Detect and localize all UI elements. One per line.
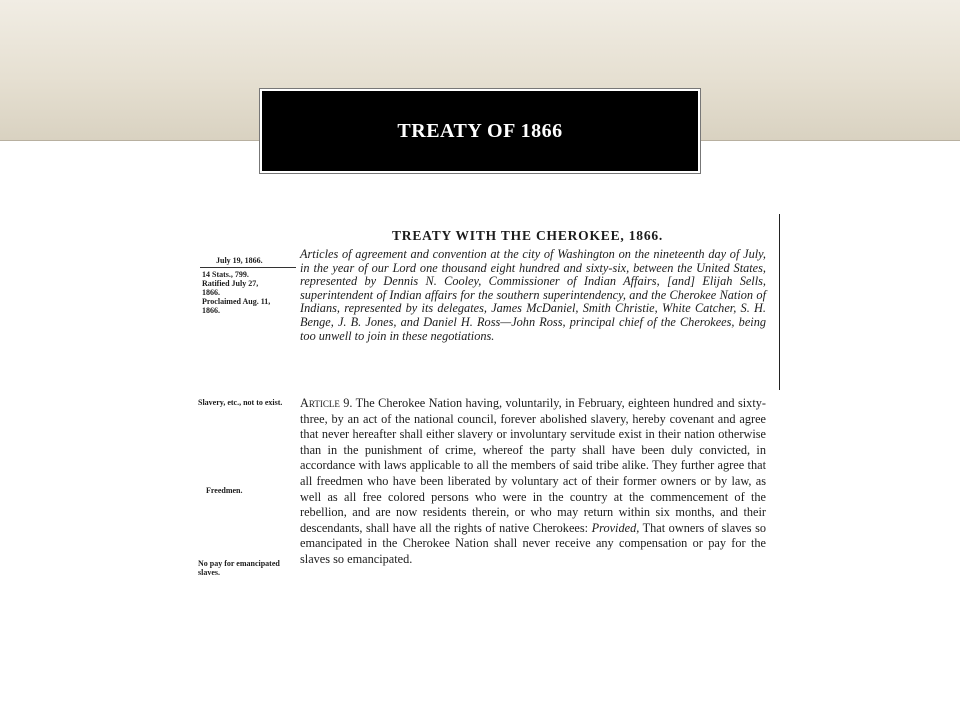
- margin-note-date: July 19, 1866.: [216, 256, 263, 265]
- margin-note-stats: [202, 270, 306, 315]
- stats-line: 1866.: [202, 288, 220, 297]
- treaty-heading: TREATY WITH THE CHEROKEE, 1866.: [392, 228, 664, 243]
- scan-edge-line: [779, 214, 780, 390]
- stats-line: 1866.: [202, 306, 220, 315]
- margin-rule: [200, 267, 296, 268]
- stats-line: Proclaimed Aug. 11,: [202, 297, 271, 306]
- stats-line: 14 Stats., 799.: [202, 270, 249, 279]
- margin-note-no-pay: No pay for emancipated slaves.: [198, 559, 280, 577]
- treaty-preamble: Articles of agreement and convention at the city of Washington on the nineteenth day of July, in the year of our Lord one thousand eight hundred and sixty-six, between the United States, represented by Dennis N. Cooley, Commissioner of Indian Affairs, [and] Elijah Sells, superintendent of Indian affairs for the southern superintendency, and the Cherokee Nation of Indians, represented by its delegates, James McDaniel, Smith Christie, White Catcher, S. H. Benge, J. B. Jones, and Daniel H. Ross—John Ross, principal chief of the Cherokees, being too unwell to join in these negotiations.: [300, 247, 766, 343]
- slide-title: TREATY OF 1866: [397, 119, 563, 142]
- article-label: Article 9.: [300, 396, 353, 410]
- margin-note-freedmen: Freedmen.: [206, 486, 243, 495]
- article-proviso: Provided,: [591, 520, 640, 535]
- margin-note-slavery: Slavery, etc., not to exist.: [198, 398, 283, 407]
- article-text: The Cherokee Nation having, voluntarily, in February, eighteen hundred and sixty-three, by an act of the national council, forever abolished slavery, hereby covenant and agree that never hereafter shall either slavery or involuntary servitude exist in their nation otherwise than in the punishment of crime, whereof the party shall have been duly convicted, in accordance with laws applicable to all the members of said tribe alike. They further agree that all freedmen who have been liberated by voluntary act of their former owners or by law, as well as all free colored persons who were in the country at the commencement of the rebellion, and are now residents therein, or who may return within six months, and their descendants, shall have all the rights of native Cherokees:: [300, 396, 766, 535]
- stats-line: Ratified July 27,: [202, 279, 259, 288]
- slide-title-box: [260, 89, 700, 173]
- article-9: [300, 396, 766, 568]
- article-text-end: That owners of slaves so emancipated in the Cherokee Nation shall never receive any compensation or pay for the slaves so emancipated.: [300, 520, 767, 566]
- treaty-scan: [192, 214, 780, 606]
